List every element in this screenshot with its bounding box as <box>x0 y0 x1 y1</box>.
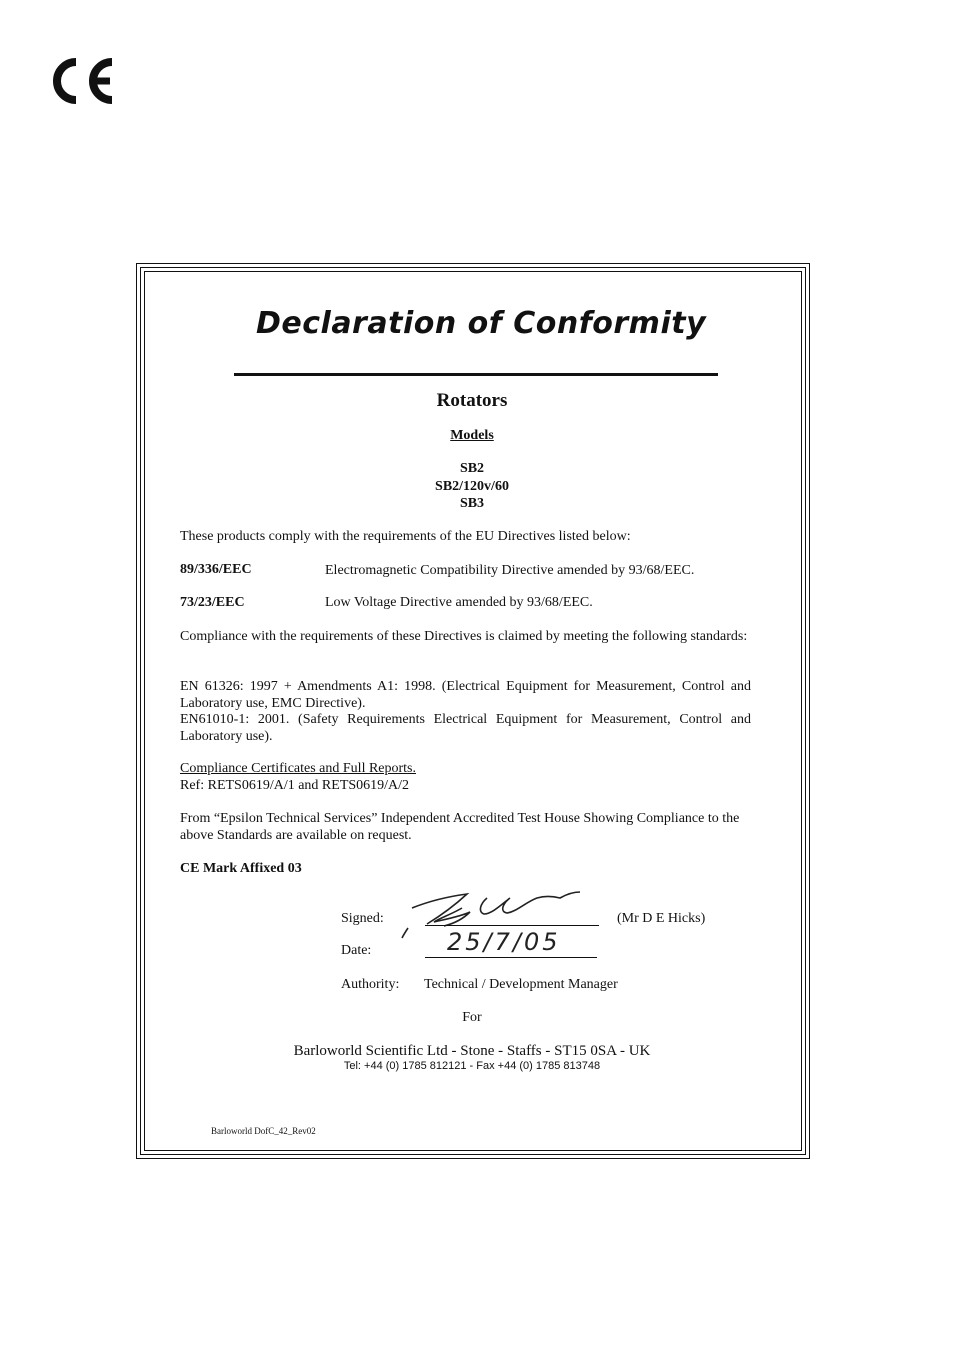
standard-item: EN61010-1: 2001. (Safety Requirements Electrical Equipment for Measurement, Control and Laboratory use). <box>180 712 751 744</box>
signatory-name: (Mr D E Hicks) <box>617 911 706 926</box>
test-house-statement: From “Epsilon Technical Services” Independent Accredited Test House Showing Compliance to the above Standards are available on request. <box>180 811 740 843</box>
compliance-statement: Compliance with the requirements of these Directives is claimed by meeting the following standards: <box>180 629 748 644</box>
authority-value: Technical / Development Manager <box>424 977 618 992</box>
model-item: SB3 <box>459 496 485 511</box>
directive-description: Electromagnetic Compatibility Directive amended by 93/68/EEC. <box>325 563 695 578</box>
directive-code: 89/336/EEC <box>180 562 252 577</box>
signature-line <box>425 925 599 926</box>
certificates-ref: Ref: RETS0619/A/1 and RETS0619/A/2 <box>180 778 410 793</box>
title-underline <box>234 373 718 376</box>
document-title: Declaration of Conformity <box>256 306 707 341</box>
ce-mark-note: CE Mark Affixed 03 <box>180 861 302 876</box>
document-code: Barloworld DofC_42_Rev02 <box>211 1126 316 1136</box>
for-label: For <box>462 1010 482 1025</box>
signed-label: Signed: <box>341 911 384 926</box>
model-item: SB2 <box>459 461 485 476</box>
date-value: 25/7/05 <box>447 928 561 956</box>
authority-label: Authority: <box>341 977 400 992</box>
standard-item: EN 61326: 1997 + Amendments A1: 1998. (Electrical Equipment for Measurement, Control and Laboratory use, EMC Directive). <box>180 679 751 711</box>
model-item: SB2/120v/60 <box>435 479 509 494</box>
date-label: Date: <box>341 943 372 958</box>
product-category: Rotators <box>436 390 508 411</box>
models-heading: Models <box>450 428 494 443</box>
intro-text: These products comply with the requirements of the EU Directives listed below: <box>180 529 631 544</box>
company-line: Barloworld Scientific Ltd - Stone - Staffs - ST15 0SA - UK <box>293 1043 651 1059</box>
date-line <box>425 957 597 958</box>
contact-line: Tel: +44 (0) 1785 812121 - Fax +44 (0) 1785 813748 <box>343 1060 601 1072</box>
directive-description: Low Voltage Directive amended by 93/68/EEC. <box>325 595 593 610</box>
certificates-heading: Compliance Certificates and Full Reports. <box>180 761 417 776</box>
directive-code: 73/23/EEC <box>180 595 245 610</box>
